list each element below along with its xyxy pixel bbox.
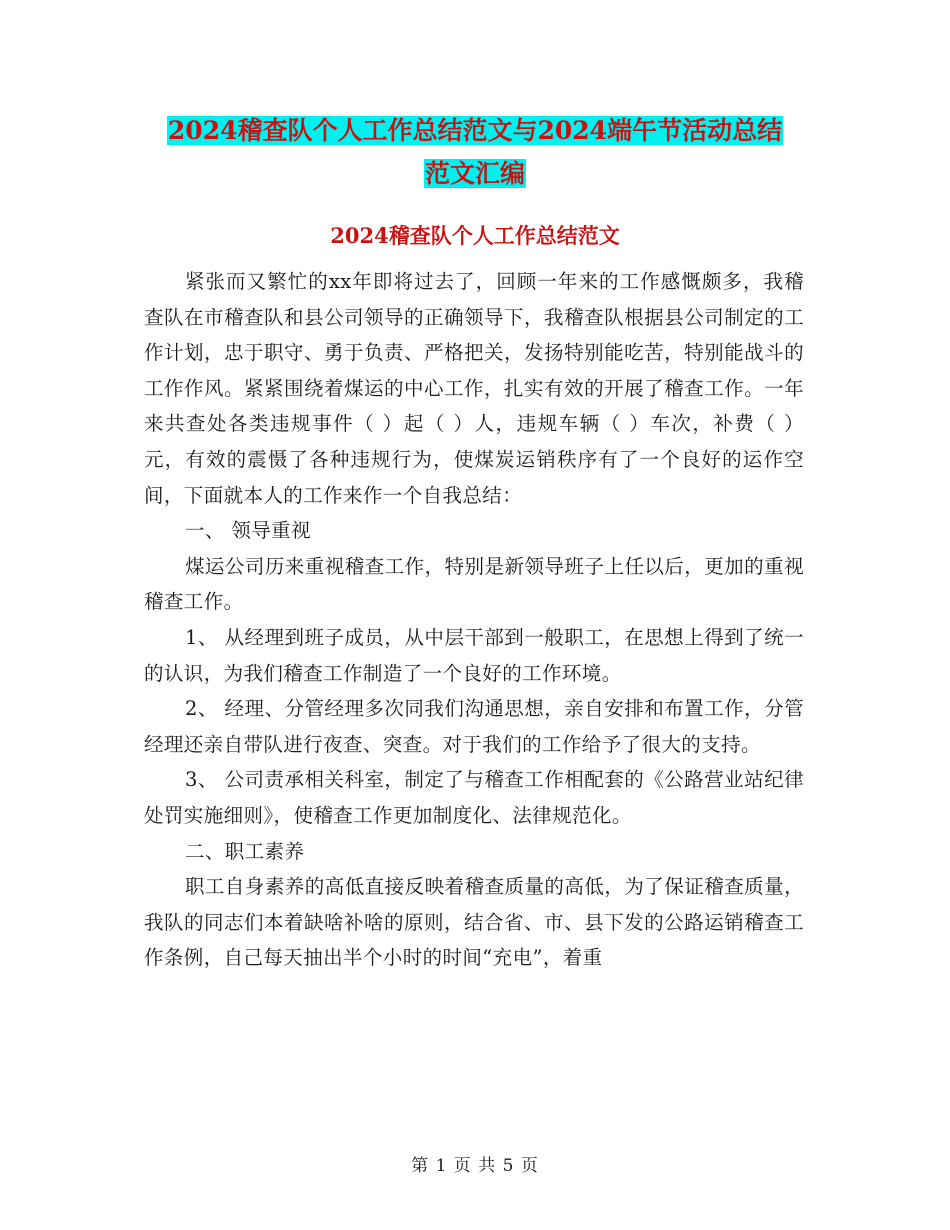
main-title-text-1: 2024稽查队个人工作总结范文与2024端午节活动总结 [167,116,783,145]
list-item-2: 2、 经理、分管经理多次同我们沟通思想，亲自安排和布置工作，分管经理还亲自带队进行夜查、突查。对于我们的工作给予了很大的支持。 [144,697,804,756]
page-footer: 第 1 页 共 5 页 [411,1156,539,1176]
body-text [144,264,804,976]
section-title: 2024稽查队个人工作总结范文 [330,223,620,248]
main-title-text-2: 范文汇编 [424,159,525,188]
list-item-1: 1、 从经理到班子成员，从中层干部到一般职工，在思想上得到了统一的认识，为我们稽查工作制造了一个良好的工作环境。 [144,625,804,685]
heading-leadership: 一、 领导重视 [184,519,311,543]
paragraph-leadership: 煤运公司历来重视稽查工作，特别是新领导班子上任以后，更加的重视稽查工作。 [144,554,804,614]
heading-staff-quality: 二、职工素养 [184,839,305,863]
list-item-3: 3、 公司责承相关科室，制定了与稽查工作相配套的《公路营业站纪律处罚实施细则》，使稽查工作更加制度化、法律规范化。 [144,768,804,827]
paragraph-staff-quality: 职工自身素养的高低直接反映着稽查质量的高低，为了保证稽查质量，我队的同志们本着缺啥补啥的原则，结合省、市、县下发的公路运销稽查工作条例，自己每天抽出半个小时的时间“充电”，着重 [144,875,804,970]
main-title-line-2 [0,154,950,194]
paragraph-intro: 紧张而又繁忙的xx年即将过去了，回顾一年来的工作感慨颇多，我稽查队在市稽查队和县公司领导的正确领导下，我稽查队根据县公司制定的工作计划，忠于职守、勇于负责、严格把关，发扬特别能吃苦，特别能战斗的工作作风。紧紧围绕着煤运的中心工作，扎实有效的开展了稽查工作。一年来共查处各类违规事件（ ）起（ ）人，违规车辆（ ）车次，补费（ ）元，有效的震慑了各种违规行为，使煤炭运销秩序有了一个良好的运作空间，下面就本人的工作来作一个自我总结： [144,270,804,507]
main-title-line-1 [0,111,950,151]
